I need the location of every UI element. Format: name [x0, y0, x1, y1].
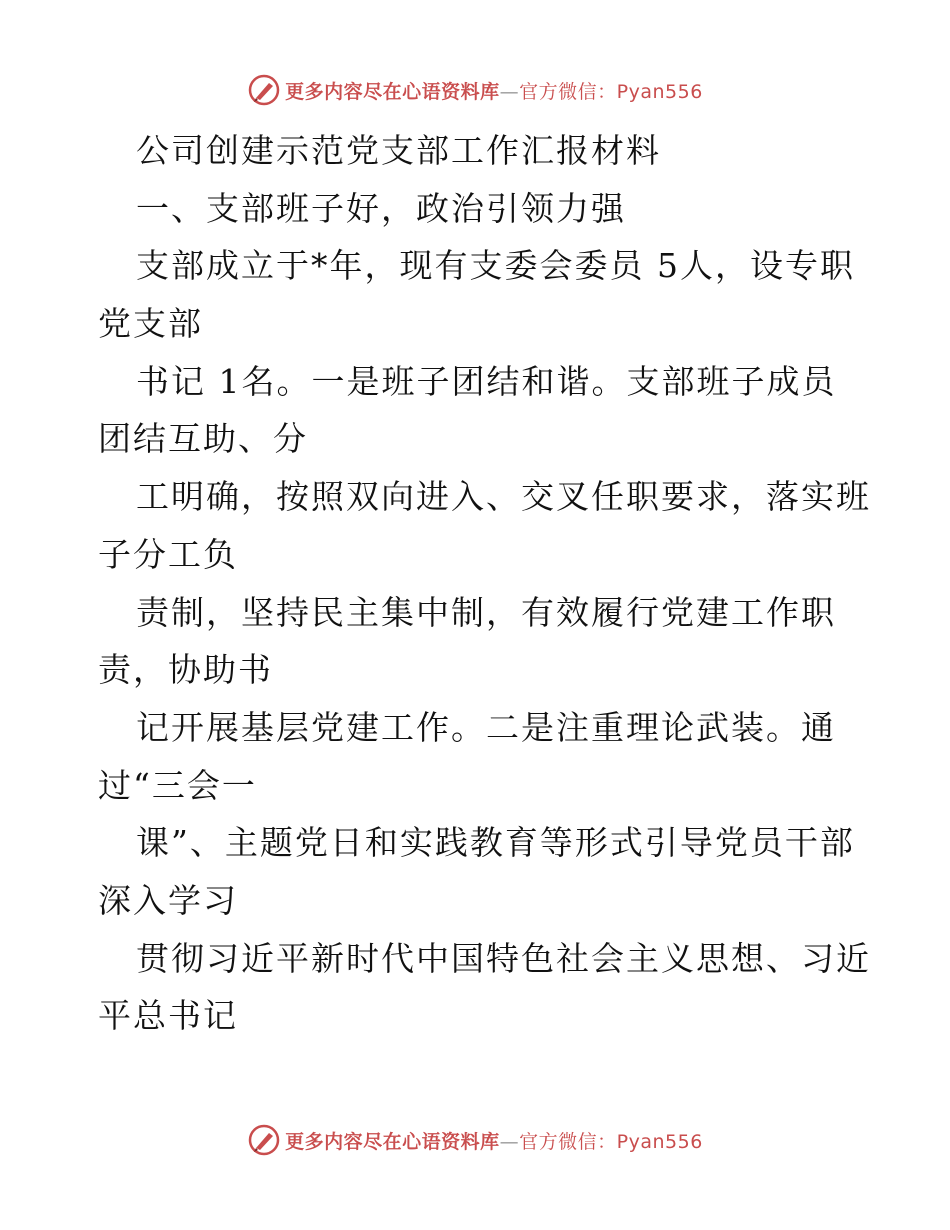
document-body — [98, 122, 871, 1045]
paragraph-line: 贯彻习近平新时代中国特色社会主义思想、习近 — [136, 938, 871, 978]
paragraph-line: 书记 1名。一是班子团结和谐。支部班子成员 — [136, 361, 837, 401]
footer-banner — [0, 1120, 950, 1160]
footer-banner-dash: — — [499, 1130, 520, 1153]
paragraph-line: 子分工负 — [98, 534, 238, 574]
header-banner-wechat: 官方微信：Pyan556 — [519, 80, 703, 103]
paragraph-line: 党支部 — [98, 304, 203, 344]
paragraph-line: 深入学习 — [98, 880, 238, 920]
paragraph-line: 平总书记 — [98, 996, 238, 1036]
section-heading: 一、支部班子好，政治引领力强 — [136, 188, 626, 228]
footer-banner-title: 更多内容尽在心语资料库 — [285, 1130, 500, 1153]
paragraph-line: 责，协助书 — [98, 650, 273, 690]
paragraph-line: 团结互助、分 — [98, 419, 308, 459]
footer-banner-text — [285, 1127, 703, 1154]
footer-banner-wechat: 官方微信：Pyan556 — [519, 1130, 703, 1153]
paragraph-line: 工明确，按照双向进入、交叉任职要求，落实班 — [136, 477, 871, 517]
document-title: 公司创建示范党支部工作汇报材料 — [136, 131, 661, 170]
paragraph-line: 支部成立于*年，现有支委会委员 5人，设专职 — [136, 246, 855, 286]
header-banner — [0, 70, 950, 110]
paragraph-line: 记开展基层党建工作。二是注重理论武装。通 — [136, 707, 836, 747]
pen-logo-icon — [247, 73, 281, 107]
paragraph-line: 课”、主题党日和实践教育等形式引导党员干部 — [136, 823, 855, 863]
header-banner-title: 更多内容尽在心语资料库 — [285, 80, 500, 103]
header-banner-dash: — — [499, 80, 520, 103]
paragraph-line: 过“三会一 — [98, 765, 257, 805]
paragraph-line: 责制，坚持民主集中制，有效履行党建工作职 — [136, 592, 836, 632]
header-banner-text — [285, 77, 703, 104]
pen-logo-icon — [247, 1123, 281, 1157]
